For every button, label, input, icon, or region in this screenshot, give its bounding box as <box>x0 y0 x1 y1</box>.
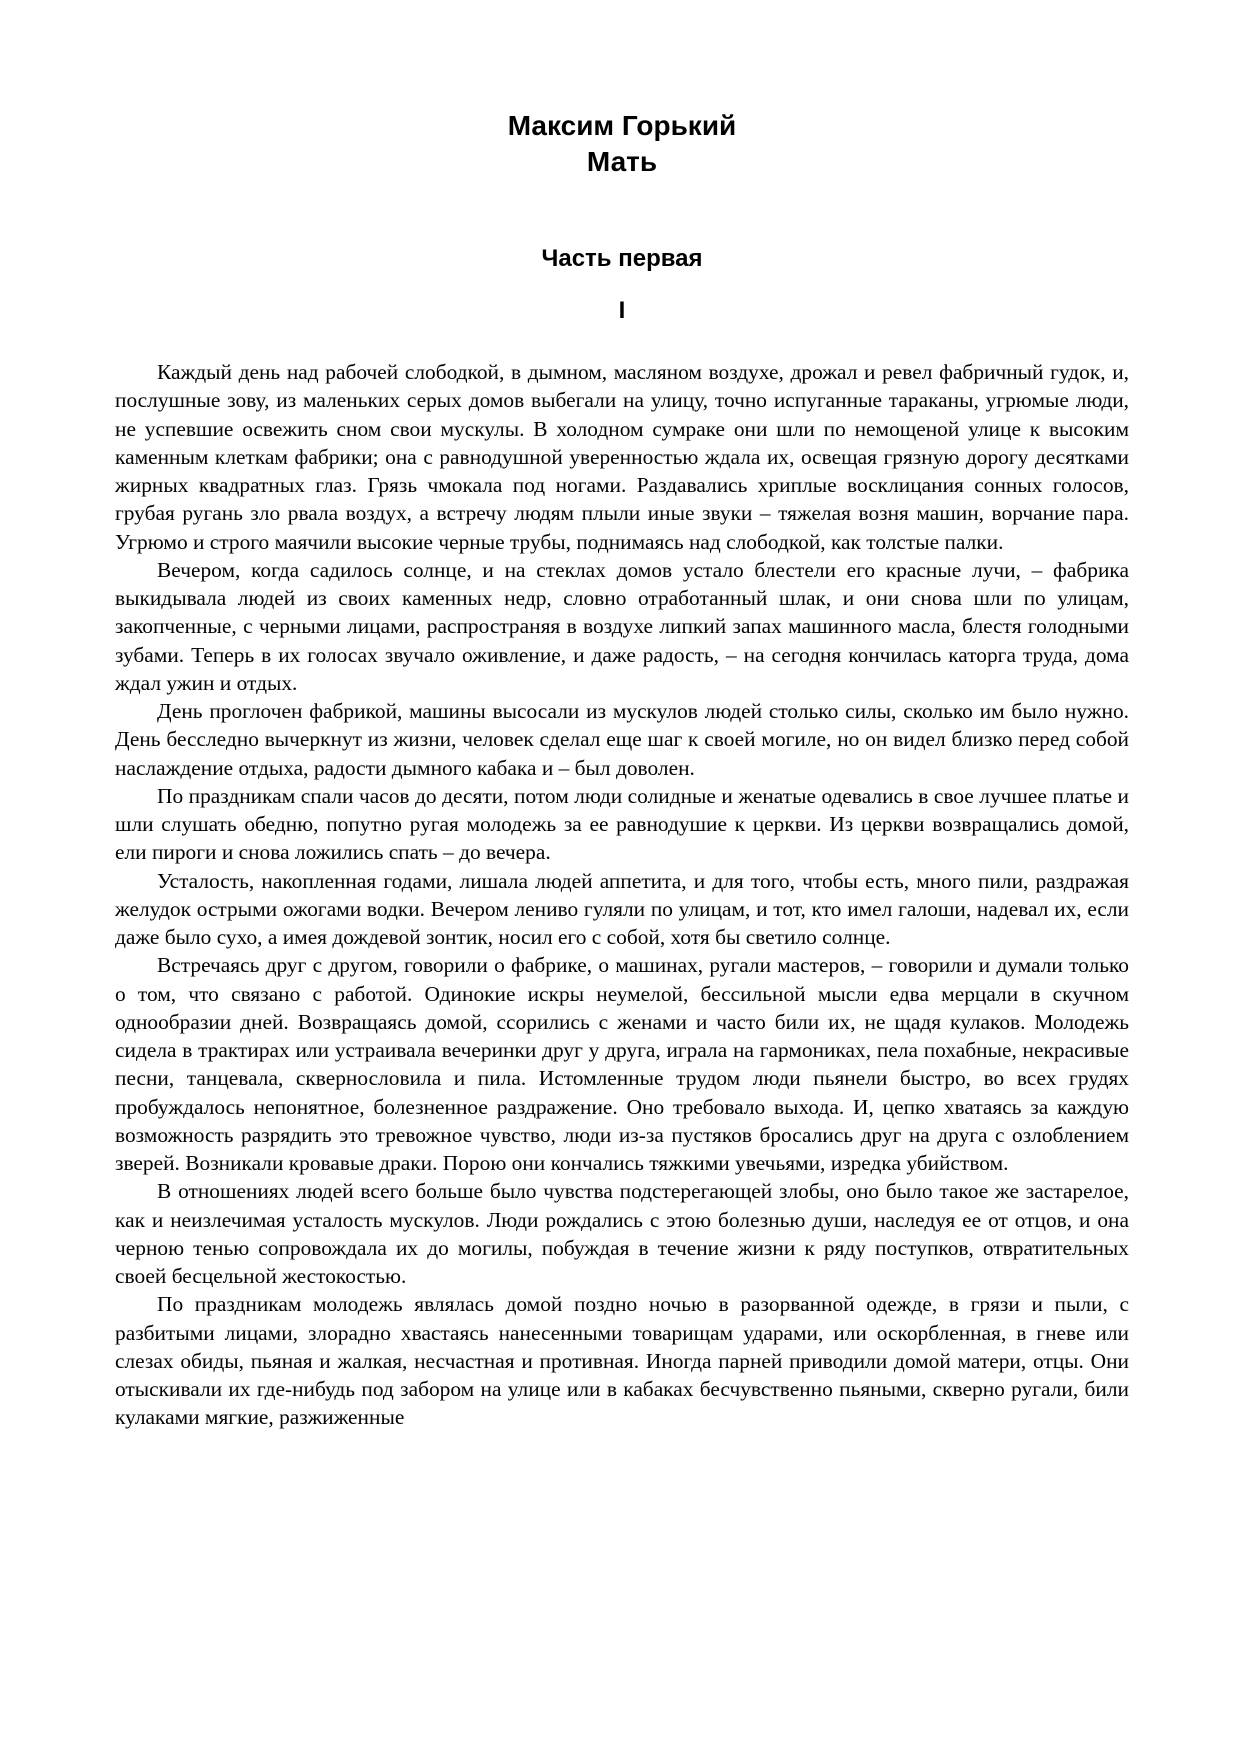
paragraph: В отношениях людей всего больше было чувства подстерегающей злобы, оно было такое же застарелое, как и неизлечимая усталость мускулов. Люди рождались с этою болезнью души, наследуя ее от отцов, и она черною тенью сопровождала их до могилы, побуждая в течение жизни к ряду поступков, отвратительных своей бесцельной жестокостью. <box>115 1179 1129 1288</box>
paragraph: Каждый день над рабочей слободкой, в дымном, масляном воздухе, дрожал и ревел фабричный гудок, и, послушные зову, из маленьких серых домов выбегали на улицу, точно испуганные тараканы, угрюмые люди, не успевшие освежить сном свои мускулы. В холодном сумраке они шли по немощеной улице к высоким каменным клеткам фабрики; она с равнодушной уверенностью ждала их, освещая грязную дорогу десятками жирных квадратных глаз. Грязь чмокала под ногами. Раздавались хриплые восклицания сонных голосов, грубая ругань зло рвала воздух, а встречу людям плыли иные звуки – тяжелая возня машин, ворчание пара. Угрюмо и строго маячили высокие черные трубы, поднимаясь над слободкой, как толстые палки. <box>115 360 1129 554</box>
paragraph: Встречаясь друг с другом, говорили о фабрике, о машинах, ругали мастеров, – говорили и думали только о том, что связано с работой. Одинокие искры неумелой, бессильной мысли едва мерцали в скучном однообразии дней. Возвращаясь домой, ссорились с женами и часто били их, не щадя кулаков. Молодежь сидела в трактирах или устраивала вечеринки друг у друга, играла на гармониках, пела похабные, некрасивые песни, танцевала, сквернословила и пила. Истомленные трудом люди пьянели быстро, во всех грудях пробуждалось непонятное, болезненное раздражение. Оно требовало выхода. И, цепко хватаясь за каждую возможность разрядить это тревожное чувство, люди из-за пустяков бросались друг на друга с озлоблением зверей. Возникали кровавые драки. Порою они кончались тяжкими увечьями, изредка убийством. <box>115 953 1129 1175</box>
body-text <box>115 358 1129 1432</box>
book-title: Мать <box>586 146 658 177</box>
author-name: Максим Горький <box>507 110 737 141</box>
paragraph: Вечером, когда садилось солнце, и на стеклах домов устало блестели его красные лучи, – фабрика выкидывала людей из своих каменных недр, словно отработанный шлак, и они снова шли по улицам, закопченные, с черными лицами, распространяя в воздухе липкий запах машинного масла, блестя голодными зубами. Теперь в их голосах звучало оживление, и даже радость, – на сегодня кончилась каторга труда, дома ждал ужин и отдых. <box>115 557 1129 695</box>
paragraph: По праздникам спали часов до десяти, потом люди солидные и женатые одевались в свое лучшее платье и шли слушать обедню, попутно ругая молодежь за ее равнодушие к церкви. Из церкви возвращались домой, ели пироги и снова ложились спать – до вечера. <box>115 783 1129 865</box>
chapter-number: I <box>618 297 626 324</box>
title-block <box>115 108 1129 326</box>
part-title: Часть первая <box>541 245 703 272</box>
paragraph: День проглочен фабрикой, машины высосали из мускулов людей столько силы, сколько им было нужно. День бесследно вычеркнут из жизни, человек сделал еще шаг к своей могиле, но он видел близко перед собой наслаждение отдыха, радости дымного кабака и – был доволен. <box>115 699 1129 780</box>
document-page <box>115 108 1129 1432</box>
paragraph: Усталость, накопленная годами, лишала людей аппетита, и для того, чтобы есть, много пили, раздражая желудок острыми ожогами водки. Вечером лениво гуляли по улицам, и тот, кто имел галоши, надевал их, если даже было сухо, а имея дождевой зонтик, носил его с собой, хотя бы светило солнце. <box>115 868 1129 949</box>
paragraph: По праздникам молодежь являлась домой поздно ночью в разорванной одежде, в грязи и пыли, с разбитыми лицами, злорадно хвастаясь нанесенными товарищам ударами, или оскорбленная, в гневе или слезах обиды, пьяная и жалкая, несчастная и противная. Иногда парней приводили домой матери, отцы. Они отыскивали их где-нибудь под забором на улице или в кабаках бесчувственно пьяными, скверно ругали, били кулаками мягкие, разжиженные <box>115 1292 1129 1430</box>
